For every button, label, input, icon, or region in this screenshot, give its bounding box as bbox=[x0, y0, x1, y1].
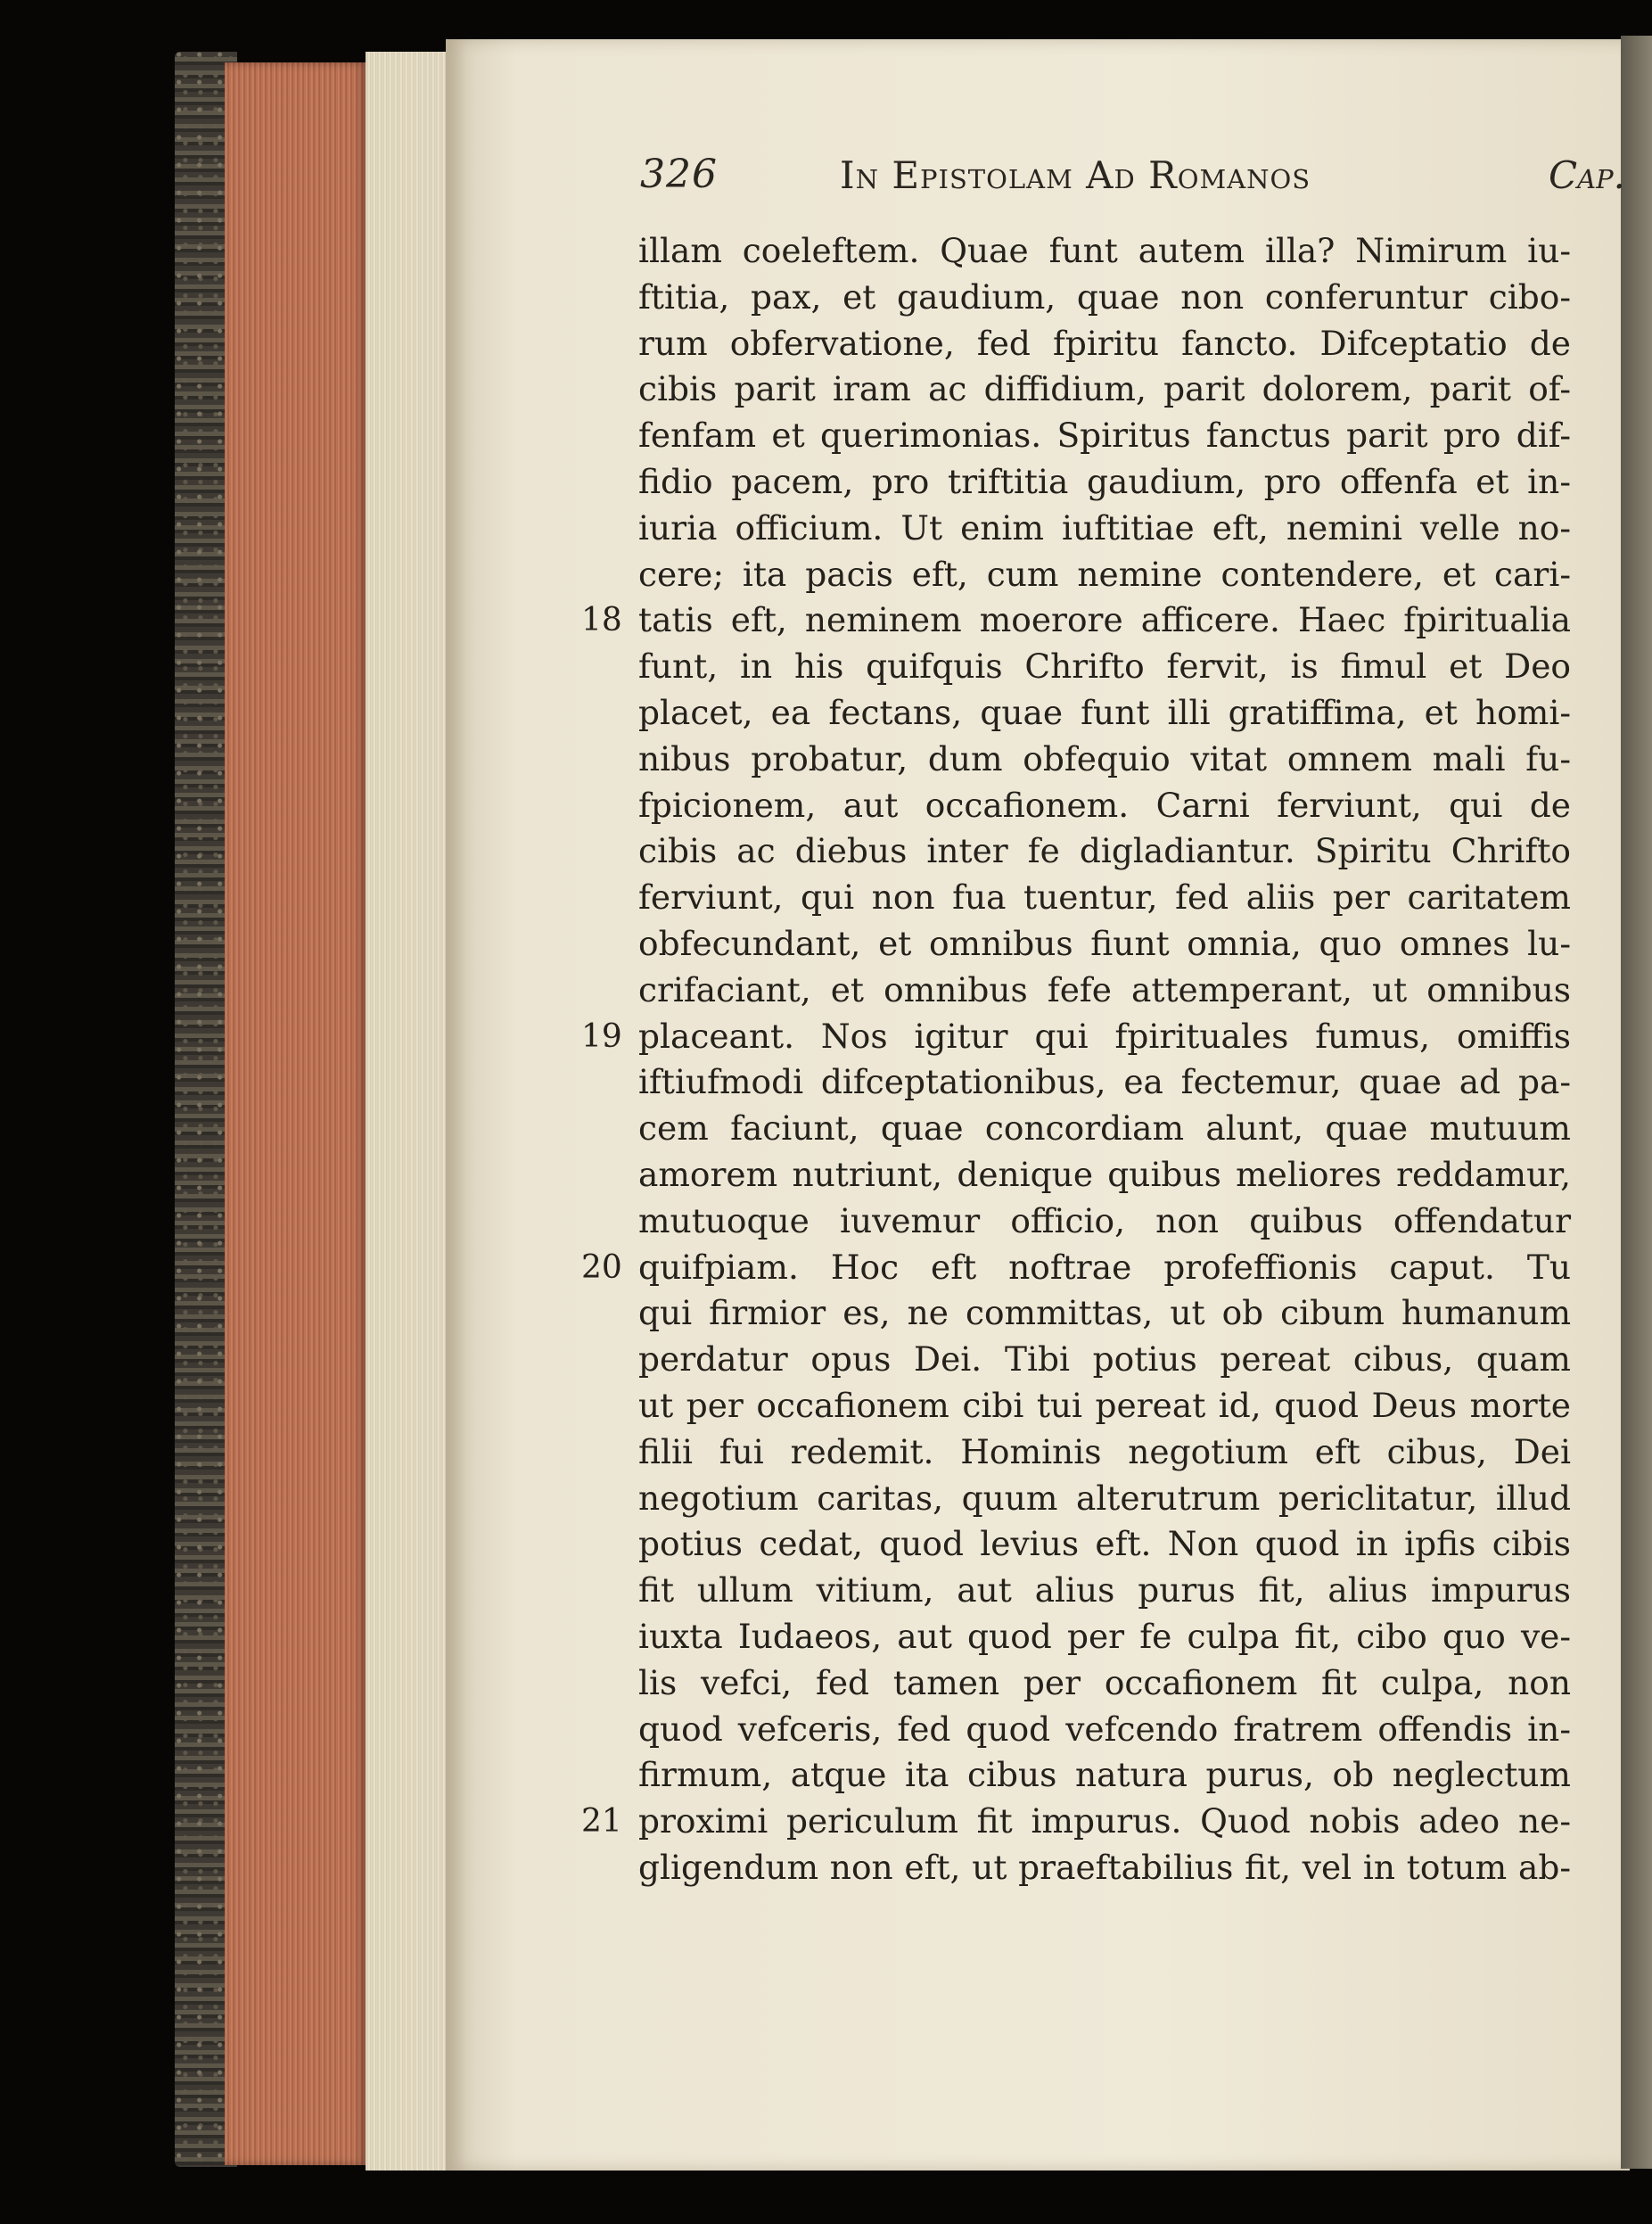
text-line: fpicionem, aut occafionem. Carni ferviunt, qui de bbox=[638, 785, 1571, 825]
text-line: cibis parit iram ac diffidium, parit dolorem, parit of- bbox=[638, 369, 1571, 409]
text-line: potius cedat, quod levius eft. Non quod in ipfis cibis bbox=[638, 1524, 1571, 1564]
verse-number: 18 bbox=[581, 602, 622, 639]
text-line: negotium caritas, quum alterutrum periclitatur, illud bbox=[638, 1478, 1571, 1518]
text-line: cem faciunt, quae concordiam alunt, quae mutuum bbox=[638, 1108, 1571, 1149]
page-number: 326 bbox=[640, 152, 718, 197]
text-line: rum obfervatione, fed fpiritu fancto. Difceptatio de bbox=[638, 323, 1571, 363]
text-line: ferviunt, qui non fua tuentur, fed aliis per caritatem bbox=[638, 877, 1571, 918]
text-line: mutuoque iuvemur officio, non quibus offendatur bbox=[638, 1200, 1571, 1240]
text-line: filii fui redemit. Hominis negotium eft cibus, Dei bbox=[638, 1431, 1571, 1471]
verse-number: 19 bbox=[581, 1017, 622, 1055]
text-line: crifaciant, et omnibus fefe attemperant, ut omnibus bbox=[638, 969, 1571, 1009]
text-line: ftitia, pax, et gaudium, quae non conferuntur cibo- bbox=[638, 276, 1571, 317]
body-text bbox=[638, 228, 1571, 1891]
verse-number: 21 bbox=[581, 1803, 622, 1841]
running-head bbox=[640, 152, 1634, 205]
page-edges-inner bbox=[366, 52, 446, 2170]
text-line: cibis ac diebus inter fe digladiantur. Spiritu Chrifto bbox=[638, 831, 1571, 871]
text-line: obfecundant, et omnibus fiunt omnia, quo omnes lu- bbox=[638, 923, 1571, 963]
text-line: illam coeleftem. Quae funt autem illa? Nimirum iu- bbox=[638, 231, 1571, 270]
text-line: fidio pacem, pro triftitia gaudium, pro offenfa et in- bbox=[638, 461, 1571, 501]
verse-number: 20 bbox=[581, 1248, 622, 1286]
text-line: placet, ea fectans, quae funt illi gratiffima, et homi- bbox=[638, 692, 1571, 732]
text-line: iuxta Iudaeos, aut quod per fe culpa fit, cibo quo ve- bbox=[638, 1616, 1571, 1656]
text-line: qui firmior es, ne committas, ut ob cibum humanum bbox=[638, 1293, 1571, 1333]
text-line: iftiufmodi difceptationibus, ea fectemur, quae ad pa- bbox=[638, 1062, 1571, 1102]
text-line: gligendum non eft, ut praeftabilius fit, vel in totum ab- bbox=[638, 1847, 1571, 1887]
text-line: firmum, atque ita cibus natura purus, ob neglectum bbox=[638, 1755, 1571, 1795]
text-line: fit ullum vitium, aut alius purus fit, alius impurus bbox=[638, 1570, 1571, 1610]
text-line: fenfam et querimonias. Spiritus fanctus parit pro dif- bbox=[638, 416, 1571, 456]
text-line: funt, in his quifquis Chrifto fervit, is fimul et Deo bbox=[638, 647, 1571, 687]
text-line: iuria officium. Ut enim iuftitiae eft, nemini velle no- bbox=[638, 507, 1571, 548]
text-line: cere; ita pacis eft, cum nemine contendere, et cari- bbox=[638, 554, 1571, 594]
page-edges bbox=[225, 62, 367, 2165]
text-line: perdatur opus Dei. Tibi potius pereat cibus, quam bbox=[638, 1339, 1571, 1380]
text-line: nibus probatur, dum obfequio vitat omnem mali fu- bbox=[638, 738, 1571, 778]
text-line: lis vefci, fed tamen per occafionem fit culpa, non bbox=[638, 1662, 1571, 1702]
text-line: quod vefceris, fed quod vefcendo fratrem offendis in- bbox=[638, 1709, 1571, 1749]
text-line: quifpiam. Hoc eft noftrae profeffionis caput. Tu bbox=[638, 1247, 1571, 1287]
chapter-label: Cap. bbox=[1549, 153, 1625, 197]
text-line: placeant. Nos igitur qui fpirituales fumus, omiffis bbox=[638, 1016, 1571, 1056]
text-line: tatis eft, neminem moerore afficere. Haec fpiritualia bbox=[638, 600, 1571, 640]
text-line: proximi periculum fit impurus. Quod nobis adeo ne- bbox=[638, 1801, 1571, 1841]
text-line: amorem nutriunt, denique quibus meliores reddamur, bbox=[638, 1154, 1571, 1194]
text-line: ut per occafionem cibi tui pereat id, quod Deus morte bbox=[638, 1385, 1571, 1425]
facing-page-edge bbox=[1621, 36, 1652, 2169]
running-title: In Epistolam Ad Romanos bbox=[840, 153, 1311, 197]
